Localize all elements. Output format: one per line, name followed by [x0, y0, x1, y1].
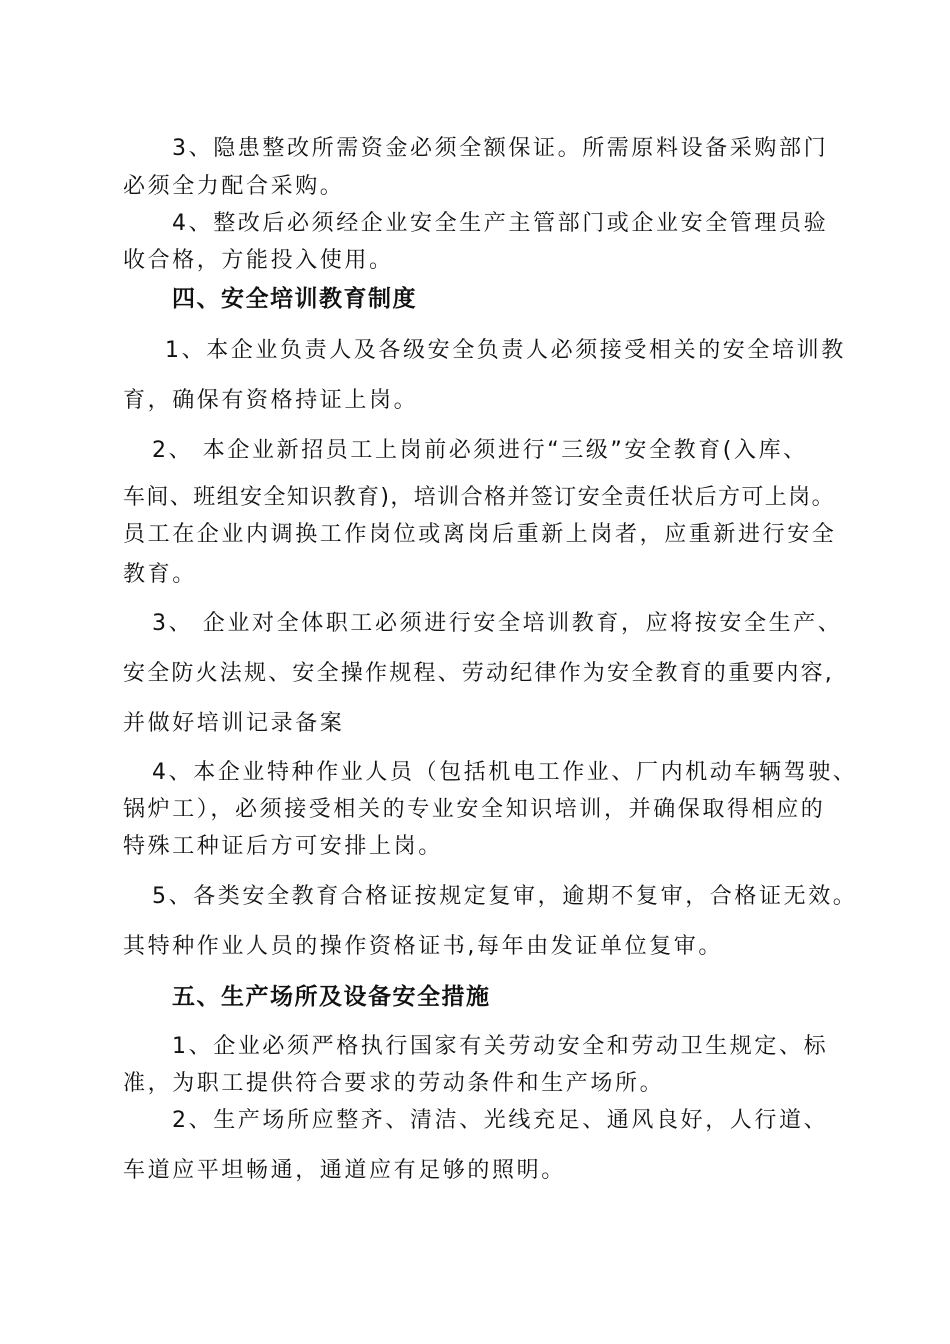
paragraph-line: 必须全力配合采购。	[123, 174, 345, 199]
paragraph-line: 其特种作业人员的操作资格证书,每年由发证单位复审。	[123, 934, 723, 959]
paragraph-line: 5、各类安全教育合格证按规定复审，逾期不复审，合格证无效。	[152, 884, 858, 909]
paragraph-line: 特殊工种证后方可安排上岗。	[123, 834, 443, 859]
section-heading: 五、生产场所及设备安全措施	[172, 984, 491, 1010]
section-heading: 四、安全培训教育制度	[172, 286, 417, 312]
paragraph-line: 4、整改后必须经企业安全生产主管部门或企业安全管理员验	[172, 211, 829, 236]
paragraph-line: 育，确保有资格持证上岗。	[123, 388, 419, 413]
paragraph-line: 教育。	[123, 562, 197, 587]
paragraph-line: 车间、班组安全知识教育)，培训合格并签订安全责任状后方可上岗。	[123, 485, 835, 510]
paragraph-line: 准，为职工提供符合要求的劳动条件和生产场所。	[123, 1071, 665, 1096]
paragraph-line: 收合格，方能投入使用。	[123, 248, 394, 273]
paragraph-line: 车道应平坦畅通，通道应有足够的照明。	[123, 1158, 566, 1183]
paragraph-line: 3、隐患整改所需资金必须全额保证。所需原料设备采购部门	[172, 136, 829, 161]
paragraph-line: 1、企业必须严格执行国家有关劳动安全和劳动卫生规定、标	[172, 1034, 829, 1059]
paragraph-line: 安全防火法规、安全操作规程、劳动纪律作为安全教育的重要内容,	[123, 661, 834, 686]
paragraph-line: 锅炉工），必须接受相关的专业安全知识培训，并确保取得相应的	[123, 797, 826, 822]
paragraph-line: 1、本企业负责人及各级安全负责人必须接受相关的安全培训教	[165, 338, 846, 363]
paragraph-line: 2、 本企业新招员工上岗前必须进行“三级”安全教育(入库、	[152, 438, 808, 463]
paragraph-line: 并做好培训记录备案	[123, 711, 345, 736]
paragraph-line: 员工在企业内调换工作岗位或离岗后重新上岗者，应重新进行安全	[123, 522, 837, 547]
paragraph-line: 2、生产场所应整齐、清洁、光线充足、通风良好，人行道、	[172, 1108, 829, 1133]
paragraph-line: 3、 企业对全体职工必须进行安全培训教育，应将按安全生产、	[152, 611, 843, 636]
paragraph-line: 4、本企业特种作业人员（包括机电工作业、厂内机动车辆驾驶、	[152, 760, 858, 785]
